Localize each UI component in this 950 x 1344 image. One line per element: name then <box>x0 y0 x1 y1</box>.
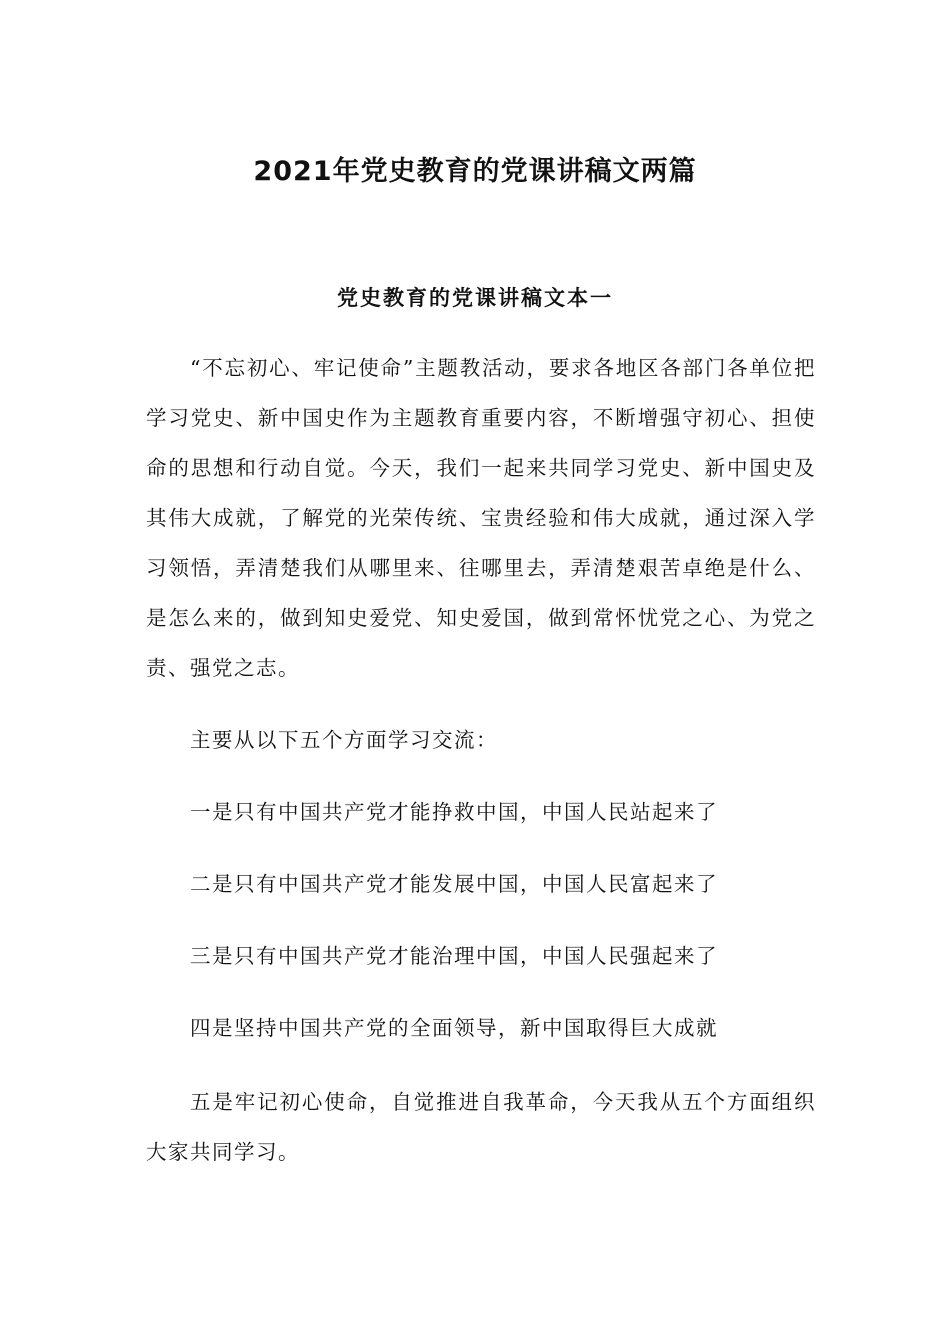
paragraph-point-3: 三是只有中国共产党才能治理中国，中国人民强起来了 <box>190 944 718 968</box>
document-title: 2021年党史教育的党课讲稿文两篇 <box>253 156 697 187</box>
paragraph-point-1: 一是只有中国共产党才能挣救中国，中国人民站起来了 <box>190 800 718 824</box>
paragraph-point-4: 四是坚持中国共产党的全面领导，新中国取得巨大成就 <box>190 1016 718 1040</box>
paragraph-point-2: 二是只有中国共产党才能发展中国，中国人民富起来了 <box>190 872 718 896</box>
section-title: 党史教育的党课讲稿文本一 <box>337 285 613 310</box>
paragraph-outline-lead: 主要从以下五个方面学习交流： <box>190 728 498 752</box>
paragraph-point-5: 五是牢记初心使命，自觉推进自我革命，今天我从五个方面组织大家共同学习。 <box>146 1090 816 1164</box>
paragraph-intro: “不忘初心、牢记使命”主题教活动，要求各地区各部门各单位把学习党史、新中国史作为主题教育重要内容，不断增强守初心、担使命的思想和行动自觉。今天，我们一起来共同学习党史、新中国史及其伟大成就，了解党的光荣传统、宝贵经验和伟大成就，通过深入学习领悟，弄清楚我们从哪里来、往哪里去，弄清楚艰苦卓绝是什么、是怎么来的，做到知史爱党、知史爱国，做到常怀忧党之心、为党之责、强党之志。 <box>146 356 816 680</box>
